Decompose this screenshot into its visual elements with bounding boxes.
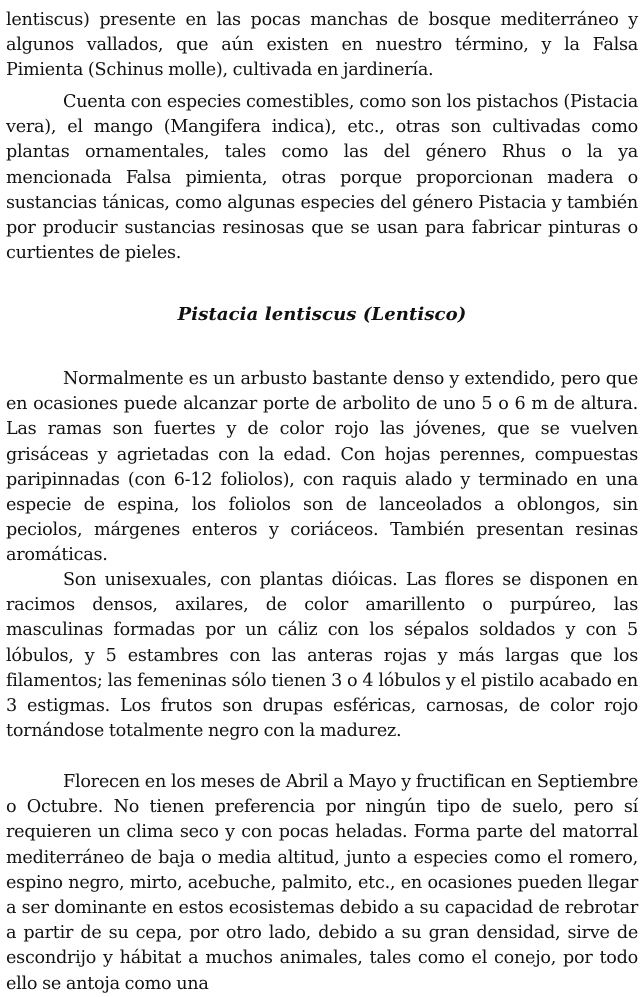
section-heading: Pistacia lentiscus (Lentisco)	[177, 304, 467, 325]
section-paragraph-2: Son unisexuales, con plantas dióicas. Las flores se disponen en racimos densos, axilares, de color amarillento o purpúreo, las masculinas formadas por un cáliz con los sépalos soldados y con 5 lóbulos, y 5 estambres con las anteras rojas y más largas que los filamentos; las femeninas sólo tienen 3 o 4 lóbulos y el pistilo acabado en 3 estigmas. Los frutos son drupas esféricas, carnosas, de color rojo tornándose totalmente negro con la madurez.	[6, 570, 638, 742]
section-paragraph-1: Normalmente es un arbusto bastante denso y extendido, pero que en ocasiones puede alcanzar porte de arbolito de uno 5 o 6 m de altura. Las ramas son fuertes y de color rojo las jóvenes, que se vuelven grisáceas y agrietadas con la edad. Con hojas perennes, compuestas paripinnadas (con 6-12 foliolos), con raquis alado y terminado en una especie de espina, los foliolos son de lanceolados a oblongos, sin peciolos, márgenes enteros y coriáceos. También presentan resinas aromáticas.	[6, 369, 638, 566]
intro-paragraph-1: lentiscus) presente en las pocas manchas de bosque mediterráneo y algunos vallados, que aún existen en nuestro término, y la Falsa Pimienta (Schinus molle), cultivada en jardinería.	[6, 10, 638, 81]
section-paragraph-3: Florecen en los meses de Abril a Mayo y fructifican en Septiembre o Octubre. No tienen preferencia por ningún tipo de suelo, pero sí requieren un clima seco y con pocas heladas. Forma parte del matorral mediterráneo de baja o media altitud, junto a especies como el romero, espino negro, mirto, acebuche, palmito, etc., en ocasiones pueden llegar a ser dominante en estos ecosistemas debido a su capacidad de rebrotar a partir de su cepa, por otro lado, debido a su gran densidad, sirve de escondrijo y hábitat a muchos animales, tales como el conejo, por todo ello se antoja como una	[6, 772, 638, 994]
intro-paragraph-2: Cuenta con especies comestibles, como son los pistachos (Pistacia vera), el mango (Mangifera indica), etc., otras son cultivadas como plantas ornamentales, tales como las del género Rhus o la ya mencionada Falsa pimienta, otras porque proporcionan madera o sustancias tánicas, como algunas especies del género Pistacia y también por producir sustancias resinosas que se usan para fabricar pinturas o curtientes de pieles.	[6, 92, 638, 264]
